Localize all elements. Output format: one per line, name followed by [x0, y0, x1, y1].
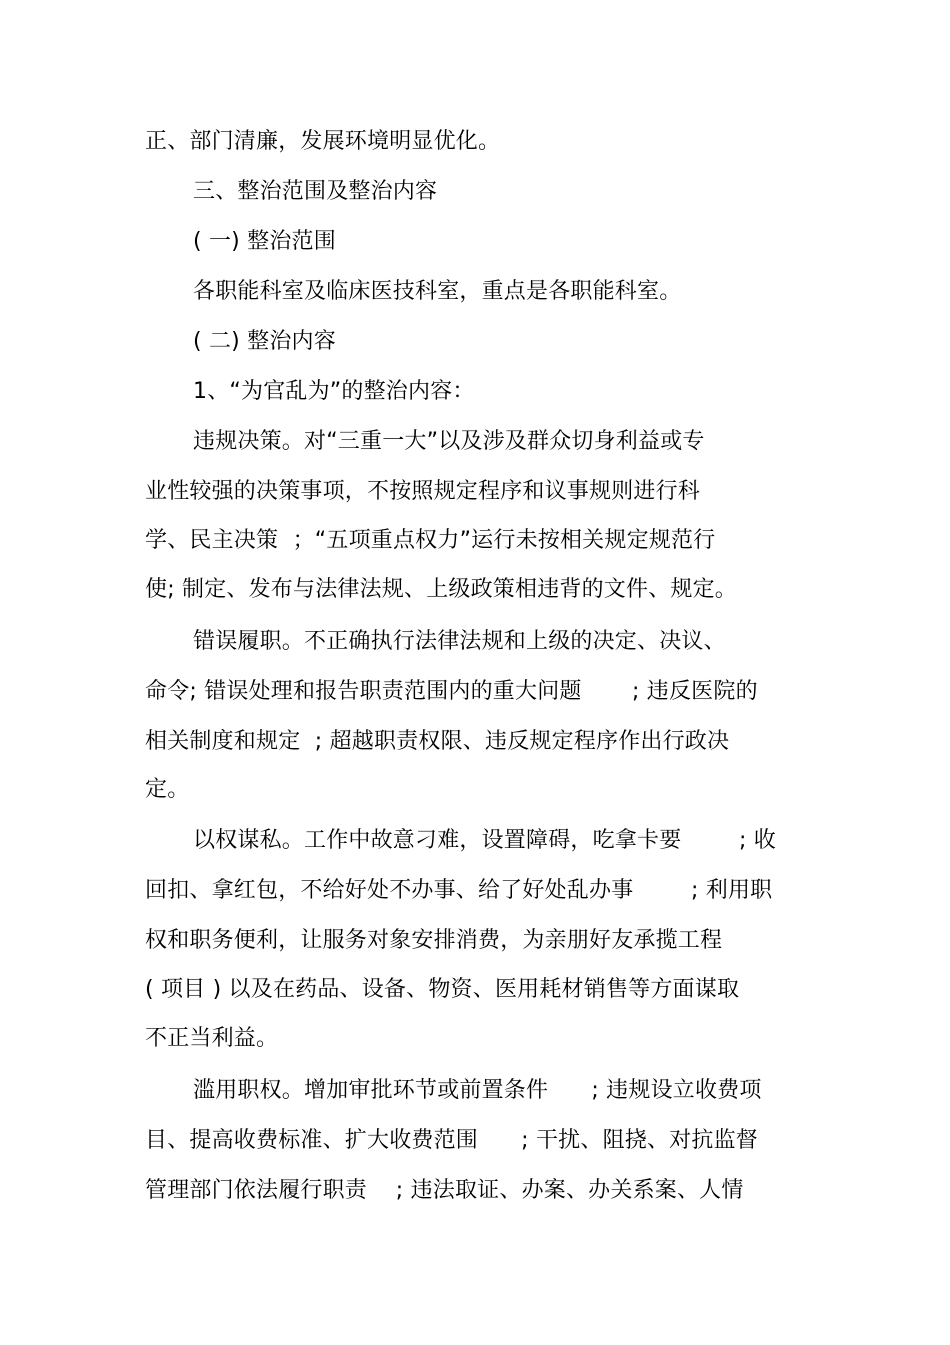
subsection-heading: ( 二) 整治内容 — [193, 329, 336, 354]
text-line: 定。 — [145, 777, 190, 802]
text-line: ( 项目 ) 以及在药品、设备、物资、医用耗材销售等方面谋取 — [145, 977, 740, 1002]
subsection-heading: ( 一) 整治范围 — [193, 229, 336, 254]
text-line: 命令; 错误处理和报告职责范围内的重大问题 ; 违反医院的 — [145, 679, 758, 704]
text-line: 相关制度和规定 ; 超越职责权限、违反规定程序作出行政决 — [145, 729, 730, 754]
text-line: 滥用职权。增加审批环节或前置条件 ; 违规设立收费项 — [193, 1078, 762, 1103]
section-heading: 三、整治范围及整治内容 — [193, 179, 438, 204]
text-line: 不正当利益。 — [145, 1026, 279, 1051]
text-line: 学、民主决策 ；“五项重点权力”运行未按相关规定规范行 — [145, 528, 716, 553]
text-line: 使; 制定、发布与法律法规、上级政策相违背的文件、规定。 — [145, 577, 738, 602]
text-line: 权和职务便利，让服务对象安排消费，为亲朋好友承揽工程 — [145, 928, 723, 953]
text-line: 回扣、拿红包，不给好处不办事、给了好处乱办事 ; 利用职 — [145, 878, 773, 903]
item-heading: 1、“为官乱为”的整治内容： — [193, 379, 475, 404]
text-line: 违规决策。对“三重一大”以及涉及群众切身利益或专 — [193, 429, 705, 454]
text-line: 管理部门依法履行职责 ; 违法取证、办案、办关系案、人情 — [145, 1178, 744, 1203]
text-line: 业性较强的决策事项，不按照规定程序和议事规则进行科 — [145, 479, 701, 504]
text-line: 错误履职。不正确执行法律法规和上级的决定、决议、 — [193, 629, 726, 654]
text-line: 目、提高收费标准、扩大收费范围 ; 干扰、阻挠、对抗监督 — [145, 1128, 758, 1153]
text-line: 各职能科室及临床医技科室，重点是各职能科室。 — [193, 279, 682, 304]
text-line: 正、部门清廉，发展环境明显优化。 — [145, 129, 501, 154]
text-line: 以权谋私。工作中故意刁难，设置障碍，吃拿卡要 ; 收 — [193, 828, 776, 853]
